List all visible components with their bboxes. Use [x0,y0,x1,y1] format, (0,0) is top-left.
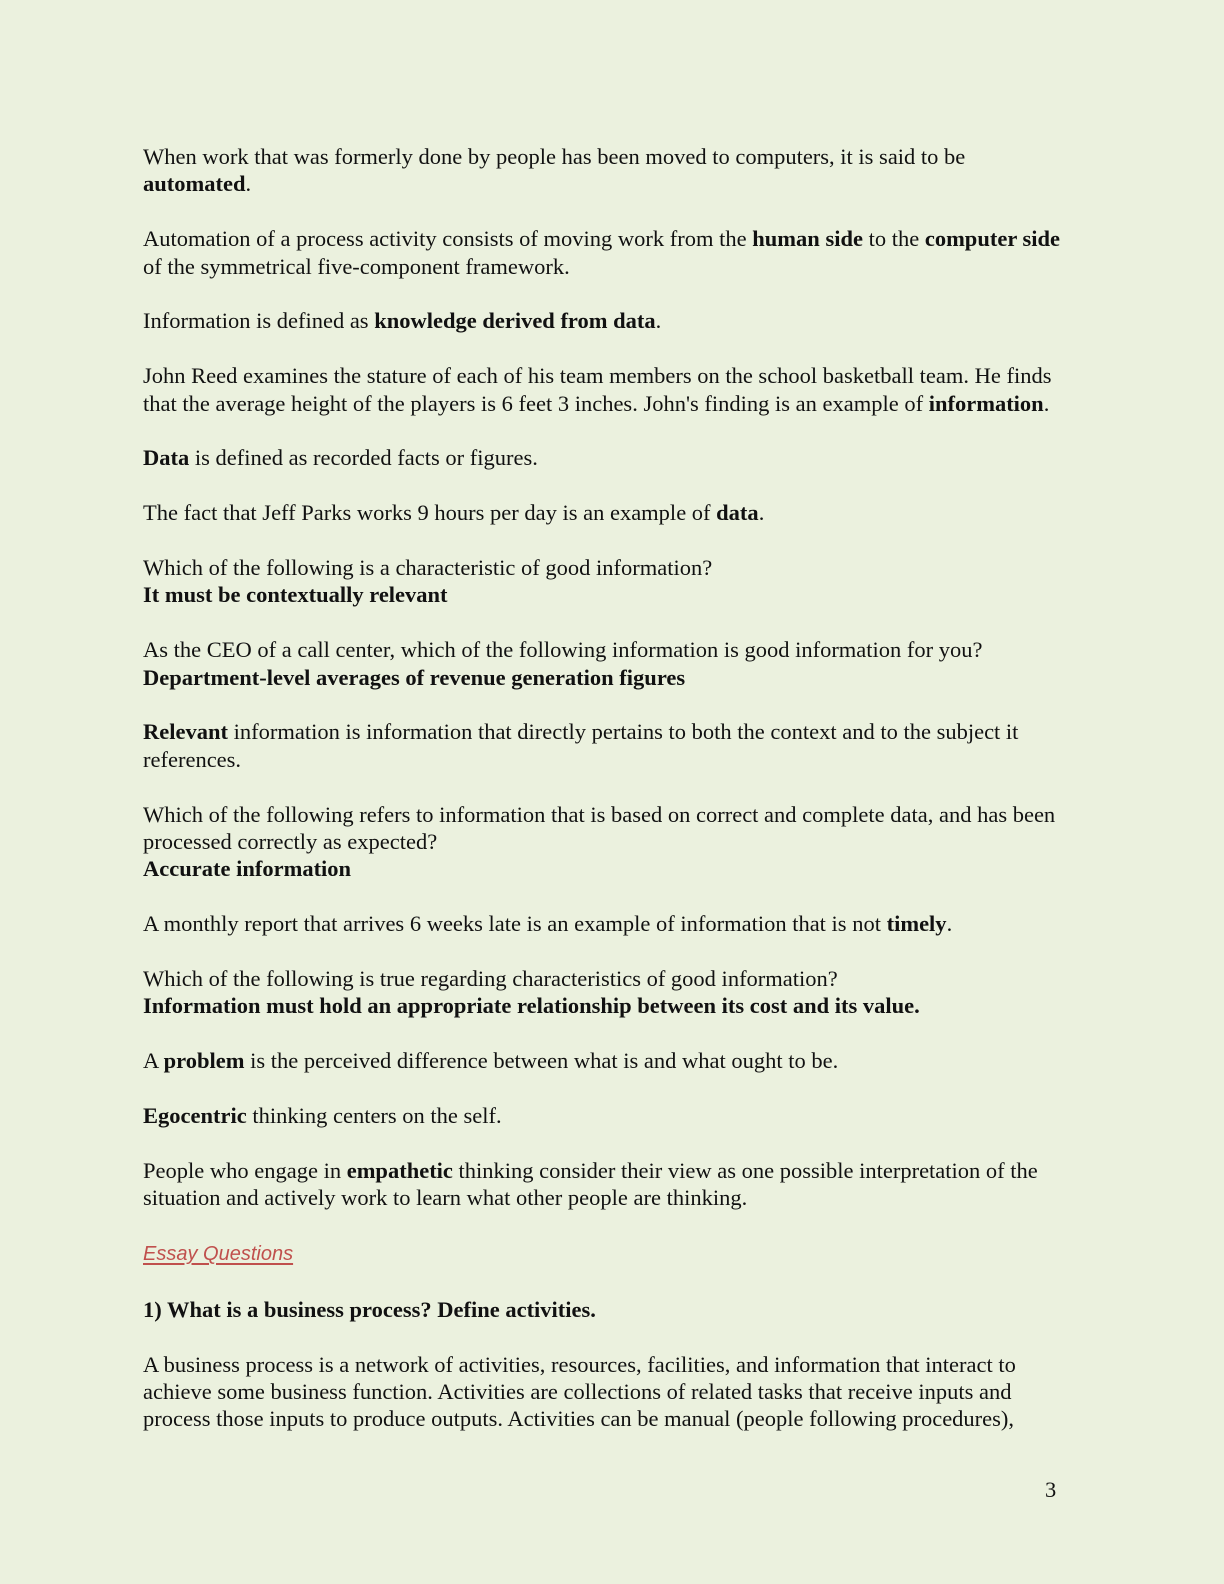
document-page [143,143,1078,1460]
text-run: People who engage in [143,1157,347,1183]
text-run: . [758,500,765,526]
paragraph [143,143,1078,198]
question-1 [143,1296,1078,1323]
bold-term: Data [143,445,190,471]
question-1-text: 1) What is a business process? Define activities. [143,1296,596,1322]
paragraph [143,362,1078,417]
answer-1: A business process is a network of activities, resources, facilities, and information that interact to achieve some business function. Activities are collections of related tasks that receive inputs and process those inputs to produce outputs. Activities can be manual (people following procedures), [143,1351,1016,1432]
paragraph [143,636,1078,691]
bold-term: Egocentric [143,1103,247,1129]
text-run: Which of the following refers to information that is based on correct and complete data, and has been processed correctly as expected? [143,801,1056,855]
essay-questions-heading [143,1239,1078,1268]
text-run: Which of the following is a characteristic of good information? [143,555,713,580]
bold-term: information [928,390,1044,416]
bold-term: knowledge derived from data [374,308,656,334]
bold-term: It must be contextually relevant [143,582,448,608]
paragraph [143,718,1078,773]
text-run: John Reed examines the stature of each of his team members on the school basketball team. He finds that the average height of the players is 6 feet 3 inches. John's finding is an example of [143,363,1052,416]
paragraph [143,1102,1078,1129]
text-run: Information is defined as [143,308,375,334]
bold-term: Accurate information [143,856,352,882]
text-run: . [655,308,662,334]
bold-term: data [716,500,759,526]
text-run: Which of the following is true regarding characteristics of good information? [143,966,838,992]
text-run: thinking consider their view as one possible interpretation of the situation and actively work to learn what other people are thinking. [143,1157,1038,1211]
text-run: As the CEO of a call center, which of the following information is good information for you? [143,637,983,663]
bold-term: timely [886,911,947,937]
bold-term: human side [752,226,863,252]
paragraph [143,965,1078,1020]
paragraph [143,225,1078,280]
text-run: Automation of a process activity consists of moving work from the [143,226,753,252]
text-run: is defined as recorded facts or figures. [189,445,538,471]
text-run: . [1043,390,1050,416]
text-run: information is information that directly pertains to both the context and to the subject it references. [143,719,1019,772]
text-run: to the [862,226,925,252]
text-run: thinking centers on the self. [246,1103,502,1129]
bold-term: automated [143,171,246,197]
text-run: A [143,1048,164,1074]
text-run: A monthly report that arrives 6 weeks late is an example of information that is not [143,911,887,937]
text-run: The fact that Jeff Parks works 9 hours per day is an example of [143,500,717,526]
paragraph [143,499,1078,526]
paragraph [143,910,1078,937]
bold-term: Department-level averages of revenue generation figures [143,664,686,690]
bold-term: problem [163,1048,245,1074]
text-run: is the perceived difference between what is and what ought to be. [244,1048,839,1074]
paragraph [143,554,1078,609]
paragraph [143,801,1078,883]
paragraph [143,1047,1078,1074]
essay-heading-text: Essay Questions [143,1243,294,1266]
text-run: . [946,911,953,937]
bold-term: empathetic [346,1157,453,1183]
bold-term: Relevant [143,719,228,745]
paragraph [143,307,1078,334]
paragraph-list [143,143,1078,1212]
text-run: . [245,171,252,197]
bold-term: computer side [924,226,1061,252]
text-run: of the symmetrical five-component framework. [143,253,570,279]
paragraph [143,1157,1078,1212]
paragraph [143,444,1078,471]
text-run: When work that was formerly done by people has been moved to computers, it is said to be [143,144,966,169]
bold-term: Information must hold an appropriate relationship between its cost and its value. [143,993,920,1019]
page-number: 3 [1045,1477,1057,1502]
